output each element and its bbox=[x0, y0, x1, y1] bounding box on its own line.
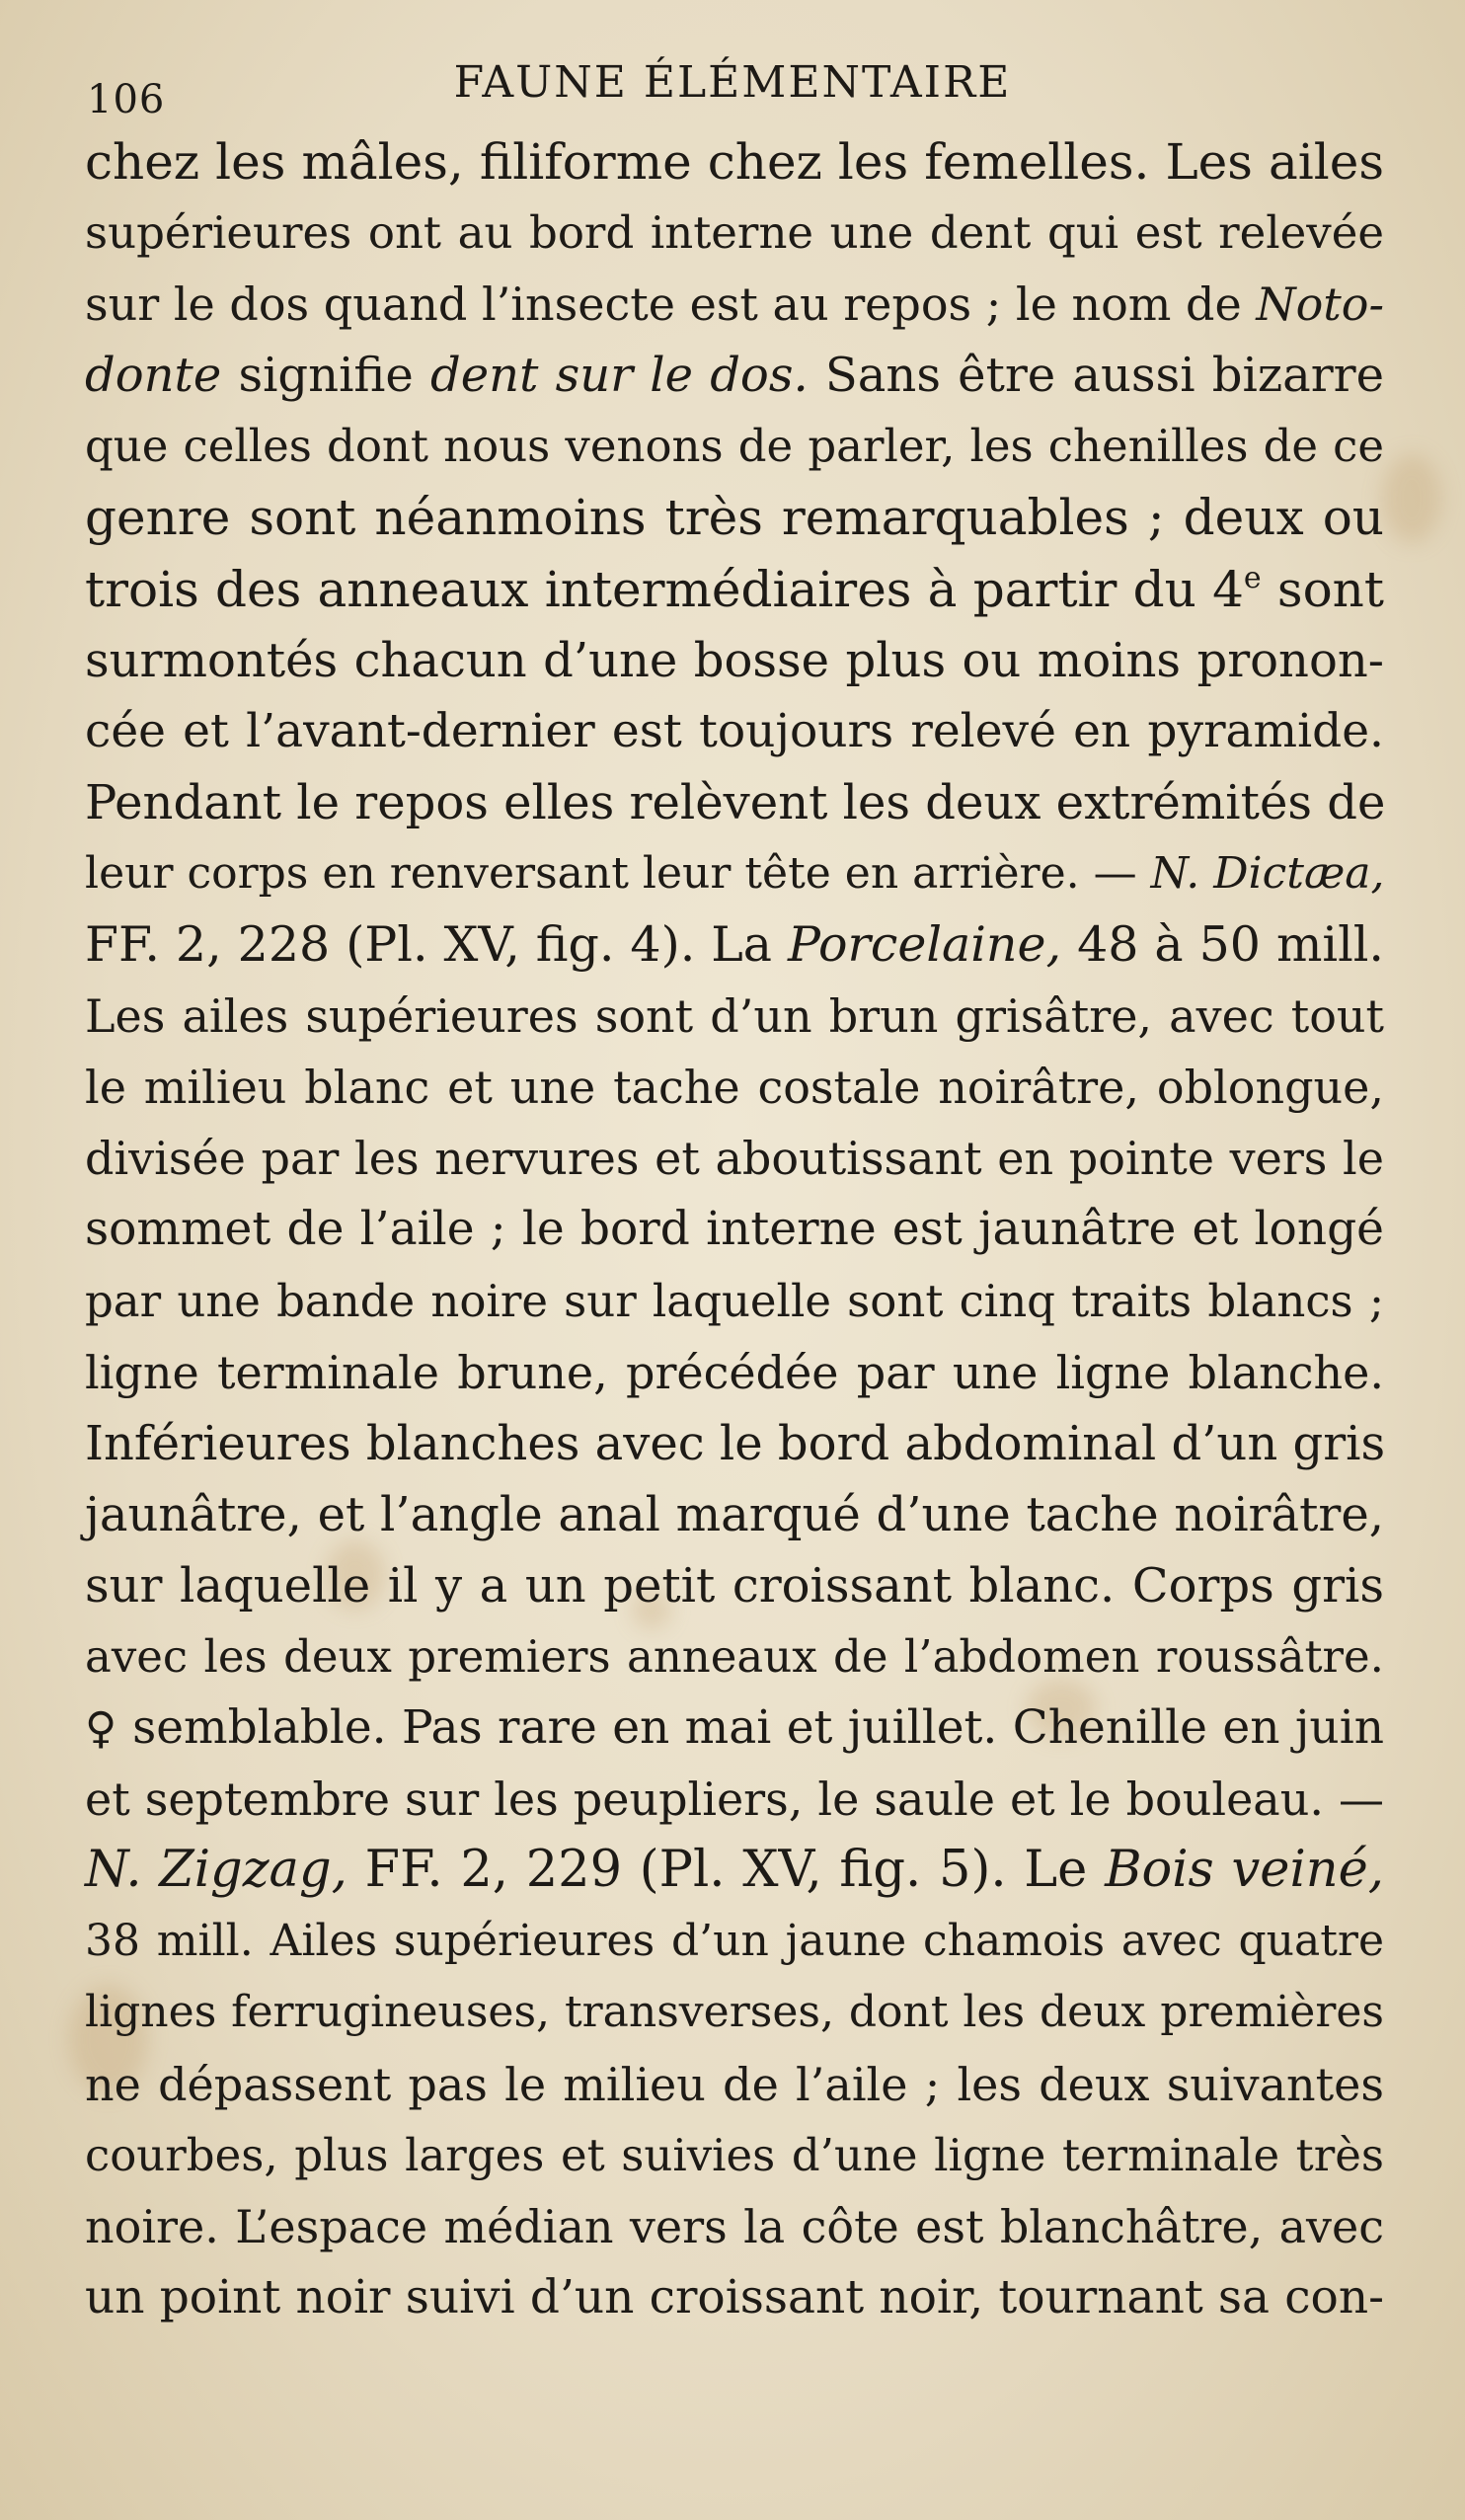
running-head: FAUNE ÉLÉMENTAIRE bbox=[453, 57, 1012, 108]
text-line: avec les deux premiers anneaux de l’abdomen roussâtre. bbox=[85, 1629, 1384, 1683]
text-line: un point noir suivi d’un croissant noir, tournant sa con- bbox=[85, 2269, 1384, 2324]
text-line: sur le dos quand l’insecte est au repos ; le nom de Noto- bbox=[85, 277, 1385, 332]
text-line: par une bande noire sur laquelle sont cinq traits blancs ; bbox=[85, 1274, 1384, 1327]
page-number: 106 bbox=[87, 77, 166, 122]
text-line: surmontés chacun d’une bosse plus ou moins pronon- bbox=[85, 632, 1384, 688]
page-header bbox=[0, 57, 1465, 122]
text-line: que celles dont nous venons de parler, les chenilles de ce bbox=[85, 420, 1384, 473]
text-line: FF. 2, 228 (Pl. XV, fig. 4). La Porcelaine, 48 à 50 mill. bbox=[85, 916, 1385, 974]
text-line: Les ailes supérieures sont d’un brun grisâtre, avec tout bbox=[85, 989, 1384, 1044]
text-line: ne dépassent pas le milieu de l’aile ; les deux suivantes bbox=[85, 2057, 1384, 2111]
text-line: 38 mill. Ailes supérieures d’un jaune chamois avec quatre bbox=[85, 1916, 1384, 1967]
text-line: N. Zigzag, FF. 2, 229 (Pl. XV, fig. 5). Le Bois veiné, bbox=[85, 1841, 1384, 1900]
body-text bbox=[85, 126, 1384, 2333]
text-line: trois des anneaux intermédiaires à partir du 4e sont bbox=[85, 560, 1384, 618]
text-line: Inférieures blanches avec le bord abdominal d’un gris bbox=[85, 1415, 1386, 1471]
text-line: ligne terminale brune, précédée par une ligne blanche. bbox=[85, 1345, 1384, 1399]
text-line: donte signifie dent sur le dos. Sans être aussi bizarre bbox=[85, 348, 1385, 404]
foxing-stain bbox=[1382, 454, 1441, 543]
text-line: et septembre sur les peupliers, le saule et le bouleau. — bbox=[85, 1772, 1384, 1827]
text-line: Pendant le repos elles relèvent les deux extrémités de bbox=[85, 774, 1386, 830]
text-line: divisée par les nervures et aboutissant en pointe vers le bbox=[85, 1132, 1384, 1186]
text-line: noire. L’espace médian vers la côte est blanchâtre, avec bbox=[85, 2199, 1384, 2253]
text-line: cée et l’avant-dernier est toujours relevé en pyramide. bbox=[85, 703, 1384, 758]
text-line: supérieures ont au bord interne une dent qui est relevée bbox=[85, 206, 1384, 260]
text-line: courbes, plus larges et suivies d’une ligne terminale très bbox=[85, 2128, 1384, 2181]
text-line: chez les mâles, filiforme chez les femelles. Les ailes bbox=[85, 133, 1384, 191]
text-line: genre sont néanmoins très remarquables ; deux ou bbox=[85, 489, 1384, 547]
text-line: sur laquelle il y a un petit croissant blanc. Corps gris bbox=[85, 1557, 1384, 1614]
text-line: sommet de l’aile ; le bord interne est jaunâtre et longé bbox=[85, 1202, 1384, 1257]
text-line: ♀ semblable. Pas rare en mai et juillet. Chenille en juin bbox=[85, 1700, 1384, 1756]
text-line: leur corps en renversant leur tête en arrière. — N. Dictæa, bbox=[85, 847, 1385, 899]
text-line: jaunâtre, et l’angle anal marqué d’une tache noirâtre, bbox=[85, 1486, 1384, 1542]
text-line: lignes ferrugineuses, transverses, dont les deux premières bbox=[85, 1987, 1384, 2038]
text-line: le milieu blanc et une tache costale noirâtre, oblongue, bbox=[85, 1061, 1384, 1115]
female-symbol: ♀ bbox=[85, 1703, 117, 1755]
